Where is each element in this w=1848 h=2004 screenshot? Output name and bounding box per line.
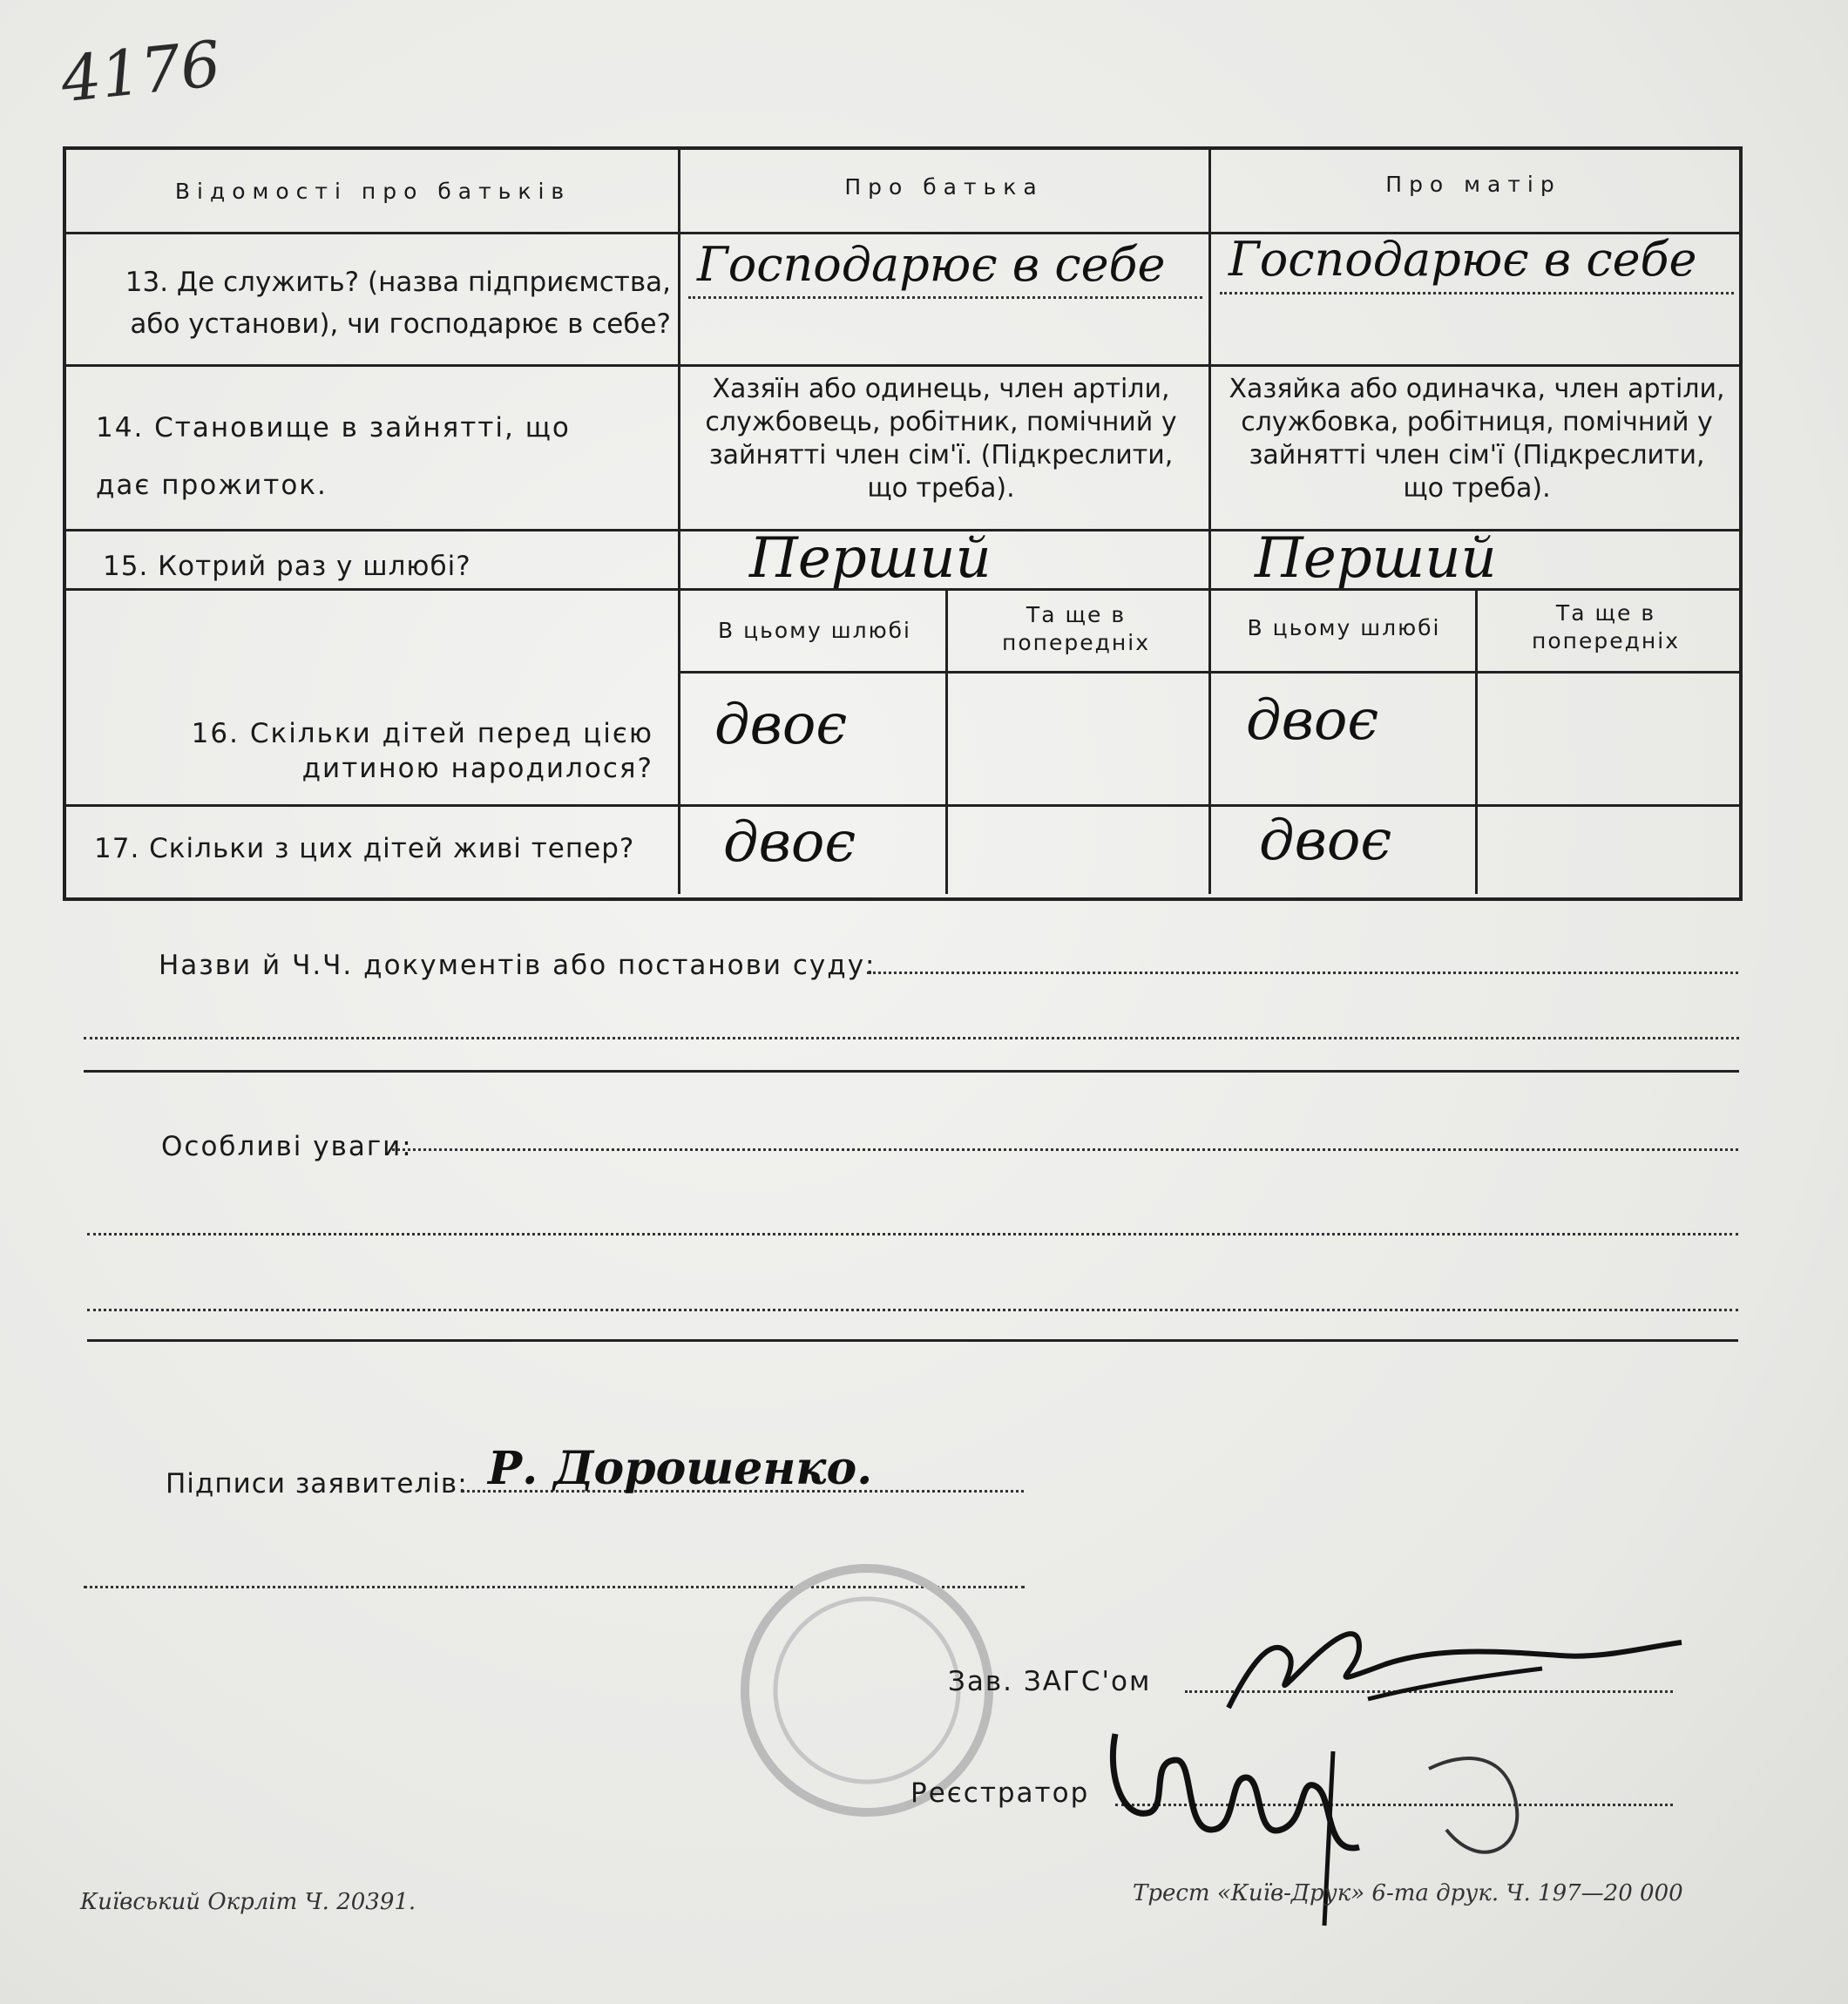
footer-printer-left: Київський Окрліт Ч. 20391.: [80, 1889, 416, 1915]
table-divider: [1208, 146, 1211, 894]
question-14: 14. Становище в зайнятті, що дає прожиток.: [96, 412, 571, 501]
section-divider: [87, 1339, 1738, 1342]
section-divider: [84, 1070, 1739, 1073]
table-divider: [678, 146, 680, 894]
subheader-this-marriage: В цьому шлюбі: [1247, 615, 1441, 640]
mother-marriage-count: Перший: [1255, 526, 1497, 591]
subheader-previous: Та ще в попередніх: [1002, 602, 1150, 655]
mother-children-born: двоє: [1246, 688, 1379, 753]
remarks-line: [87, 1233, 1738, 1236]
question-16: 16. Скільки дітей перед цією дитиною народилося?: [191, 718, 653, 784]
table-rule: [63, 804, 1739, 807]
head-label: Зав. ЗАГС'ом: [948, 1666, 1152, 1697]
archive-number: 4176: [58, 26, 225, 117]
documents-line: [867, 972, 1738, 974]
footer-printer-right: Трест «Київ-Друк» 6-та друк. Ч. 197—20 000: [1133, 1880, 1683, 1906]
remarks-line: [87, 1309, 1738, 1311]
mother-workplace-answer: Господарює в себе: [1229, 232, 1697, 287]
question-15: 15. Котрий раз у шлюбі?: [103, 551, 471, 582]
mother-children-living: двоє: [1259, 809, 1392, 873]
father-occupation-options: Хазяїн або одинець, член артіли, службовець, робітник, помічний у зайнятті член сім'ї. (Підкреслити, що треба).: [705, 374, 1177, 504]
applicant-signature: Р. Дорошенко.: [488, 1442, 873, 1495]
registrar-signature: [1098, 1699, 1586, 1960]
header-father: Про батька: [844, 174, 1044, 200]
documents-label: Назви й Ч.Ч. документів або постанови суду:: [159, 950, 877, 981]
remarks-line: [392, 1148, 1738, 1151]
registrar-label: Реєстратор: [910, 1777, 1090, 1809]
remarks-label: Особливі уваги:: [161, 1131, 413, 1162]
question-13: 13. Де служить? (назва підприємства, або установи), чи господарює в себе?: [125, 267, 671, 340]
answer-line: [1220, 292, 1734, 295]
header-mother: Про матір: [1385, 172, 1561, 197]
table-rule: [63, 364, 1739, 367]
table-divider: [1475, 588, 1478, 894]
subheader-previous: Та ще в попередніх: [1532, 600, 1680, 653]
father-children-born: двоє: [714, 693, 848, 757]
signatures-label: Підписи заявителів:: [166, 1468, 468, 1500]
answer-line: [688, 296, 1202, 299]
father-children-living: двоє: [723, 810, 856, 875]
question-17: 17. Скільки з цих дітей живі тепер?: [94, 833, 635, 864]
father-workplace-answer: Господарює в себе: [697, 237, 1166, 292]
header-parents-info: Відомості про батьків: [174, 179, 572, 204]
subheader-this-marriage: В цьому шлюбі: [717, 618, 911, 643]
mother-occupation-options: Хазяйка або одиначка, член артіли, службовка, робітниця, помічний у зайнятті член сім'ї (Підкреслити, що треба).: [1229, 374, 1725, 504]
table-divider: [945, 588, 948, 894]
father-marriage-count: Перший: [749, 526, 992, 591]
table-rule: [678, 671, 1739, 674]
documents-line: [84, 1037, 1739, 1039]
